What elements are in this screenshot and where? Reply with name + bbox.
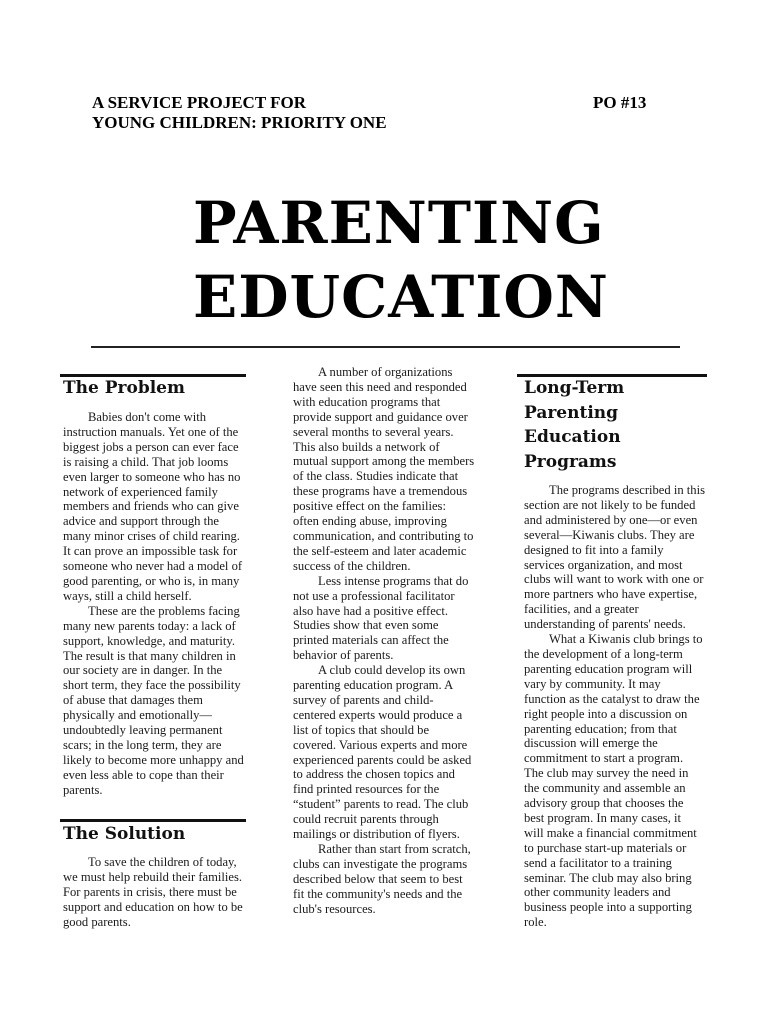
heading-line: Programs <box>524 451 617 472</box>
heading-line: Education <box>524 427 621 447</box>
text-line: club's resources. <box>293 901 376 916</box>
text-line: also have had a positive effect. <box>293 603 449 618</box>
title-divider <box>91 346 680 348</box>
text-line: business people into a supporting <box>524 900 692 915</box>
organizations-body <box>293 365 474 917</box>
text-line: It can prove an impossible task for <box>63 544 238 559</box>
text-line: This also builds a network of <box>293 439 440 454</box>
text-line: clubs will want to work with one or <box>524 572 704 587</box>
text-line: could recruit parents through <box>293 812 439 827</box>
series-line: A SERVICE PROJECT FOR <box>92 93 306 112</box>
text-line: support, knowledge, and maturity. <box>63 633 235 648</box>
text-line: positive effect on the families: <box>293 499 446 514</box>
text-line: even larger to someone who has no <box>63 469 241 484</box>
text-line: more partners who have expertise, <box>524 587 698 602</box>
text-line: printed materials can affect the <box>293 633 449 648</box>
text-line: Studies show that even some <box>293 618 439 633</box>
text-line: parenting education; from that <box>524 721 677 736</box>
heading-line: Parenting <box>524 402 619 423</box>
text-line: someone who never had a model of <box>63 559 243 574</box>
text-line: seminar. The club may also bring <box>524 870 692 885</box>
text-line: described below that seem to best <box>293 871 463 886</box>
doc-number: PO #13 <box>593 93 647 112</box>
text-line: physically and emotionally— <box>63 708 212 723</box>
text-line: members and friends who can give <box>63 499 239 514</box>
text-line: parents. <box>63 782 103 797</box>
text-line: undoubtedly leaving permanent <box>63 723 223 738</box>
solution-heading: The Solution <box>63 824 186 844</box>
text-line: many minor crises of child rearing. <box>63 529 240 544</box>
text-line: advisory group that chooses the <box>524 796 684 811</box>
text-line: network of experienced family <box>63 484 218 499</box>
text-line: several months to several years. <box>293 424 454 439</box>
text-line: will make a financial commitment <box>524 825 697 840</box>
text-line: experienced parents could be asked <box>293 752 472 767</box>
text-line: instruction manuals. Yet one of the <box>63 424 239 439</box>
text-line: Rather than start from scratch, <box>318 842 471 856</box>
text-line: advice and support through the <box>63 514 219 529</box>
text-line: other community leaders and <box>524 885 671 900</box>
text-line: A number of organizations <box>318 365 453 379</box>
long-term-heading <box>524 376 624 474</box>
long-term-body <box>524 483 705 930</box>
text-line: likely to become more unhappy and <box>63 752 244 767</box>
text-line: clubs can investigate the programs <box>293 856 468 871</box>
text-line: designed to fit into a family <box>524 542 664 557</box>
text-line: A club could develop its own <box>318 663 466 678</box>
text-line: the community and assemble an <box>524 781 686 796</box>
text-line: success of the children. <box>293 558 411 573</box>
text-line: the self-esteem and later academic <box>293 543 467 558</box>
text-line: The club may survey the need in <box>524 766 689 781</box>
text-line: best program. In many cases, it <box>524 810 682 825</box>
text-line: Babies don't come with <box>88 410 207 424</box>
text-line: section are not likely to be funded <box>524 497 696 512</box>
text-line: our society are in danger. In the <box>63 663 223 678</box>
text-line: list of topics that should be <box>293 722 430 737</box>
text-line: ways, still a child herself. <box>63 588 192 603</box>
text-line: good parents. <box>63 914 131 929</box>
text-line: often ending abuse, improving <box>293 514 447 529</box>
text-line: support and education on how to be <box>63 899 243 914</box>
text-line: survey of parents and child- <box>293 692 434 707</box>
heading-line: Long-Term <box>524 378 625 398</box>
text-line: vary by community. It may <box>524 676 661 691</box>
text-line: scars; in the long term, they are <box>63 737 222 752</box>
text-line: of the class. Studies indicate that <box>293 469 459 484</box>
text-line: communication, and contributing to <box>293 528 474 543</box>
text-line: function as the catalyst to draw the <box>524 691 700 706</box>
page-title <box>193 186 609 334</box>
text-line: biggest jobs a person can ever face <box>63 439 239 454</box>
text-line: “student” parents to read. The club <box>293 797 469 812</box>
text-line: To save the children of today, <box>88 855 237 869</box>
text-line: commitment to start a program. <box>524 751 684 766</box>
text-line: several—Kiwanis clubs. They are <box>524 527 695 542</box>
text-line: The programs described in this <box>549 483 705 497</box>
title-line: PARENTING <box>193 189 605 257</box>
text-line: role. <box>524 915 547 930</box>
text-line: facilities, and a greater <box>524 602 639 617</box>
text-line: of abuse that damages them <box>63 693 203 708</box>
solution-body <box>63 855 243 930</box>
text-line: right people into a discussion on <box>524 706 688 721</box>
title-line: EDUCATION <box>193 263 609 331</box>
text-line: understanding of parents' needs. <box>524 617 686 632</box>
text-line: find printed resources for the <box>293 782 440 797</box>
problem-heading: The Problem <box>63 378 185 398</box>
text-line: these programs have a tremendous <box>293 484 468 499</box>
text-line: and administered by one—or even <box>524 512 698 527</box>
text-line: fit the community's needs and the <box>293 886 463 901</box>
text-line: provide support and guidance over <box>293 409 468 424</box>
text-line: discussion will emerge the <box>524 736 658 751</box>
text-line: good parenting, or who is, in many <box>63 573 240 588</box>
text-line: The result is that many children in <box>63 648 236 663</box>
text-line: parenting education program. A <box>293 678 454 693</box>
text-line: have seen this need and responded <box>293 379 467 394</box>
text-line: For parents in crisis, there must be <box>63 884 237 899</box>
text-line: mutual support among the members <box>293 454 475 469</box>
text-line: What a Kiwanis club brings to <box>549 632 703 647</box>
text-line: These are the problems facing <box>88 603 240 618</box>
text-line: mailings or distribution of flyers. <box>293 827 460 842</box>
series-label <box>92 93 387 133</box>
text-line: not use a professional facilitator <box>293 588 455 603</box>
text-line: Less intense programs that do <box>318 573 469 588</box>
text-line: services organization, and most <box>524 557 683 572</box>
text-line: behavior of parents. <box>293 648 394 663</box>
text-line: to address the chosen topics and <box>293 767 455 782</box>
text-line: the development of a long-term <box>524 646 683 661</box>
text-line: covered. Various experts and more <box>293 737 468 752</box>
series-line: YOUNG CHILDREN: PRIORITY ONE <box>92 113 387 132</box>
text-line: short term, they face the possibility <box>63 678 241 693</box>
text-line: we must help rebuild their families. <box>63 869 243 884</box>
text-line: send a facilitator to a training <box>524 855 672 870</box>
text-line: even less able to cope than their <box>63 767 224 782</box>
problem-body <box>63 410 244 798</box>
text-line: with education programs that <box>293 394 441 409</box>
text-line: many new parents today: a lack of <box>63 618 236 633</box>
text-line: centered experts would produce a <box>293 707 463 722</box>
text-line: is raising a child. That job looms <box>63 454 229 469</box>
text-line: to purchase start-up materials or <box>524 840 687 855</box>
text-line: parenting education program will <box>524 661 693 676</box>
